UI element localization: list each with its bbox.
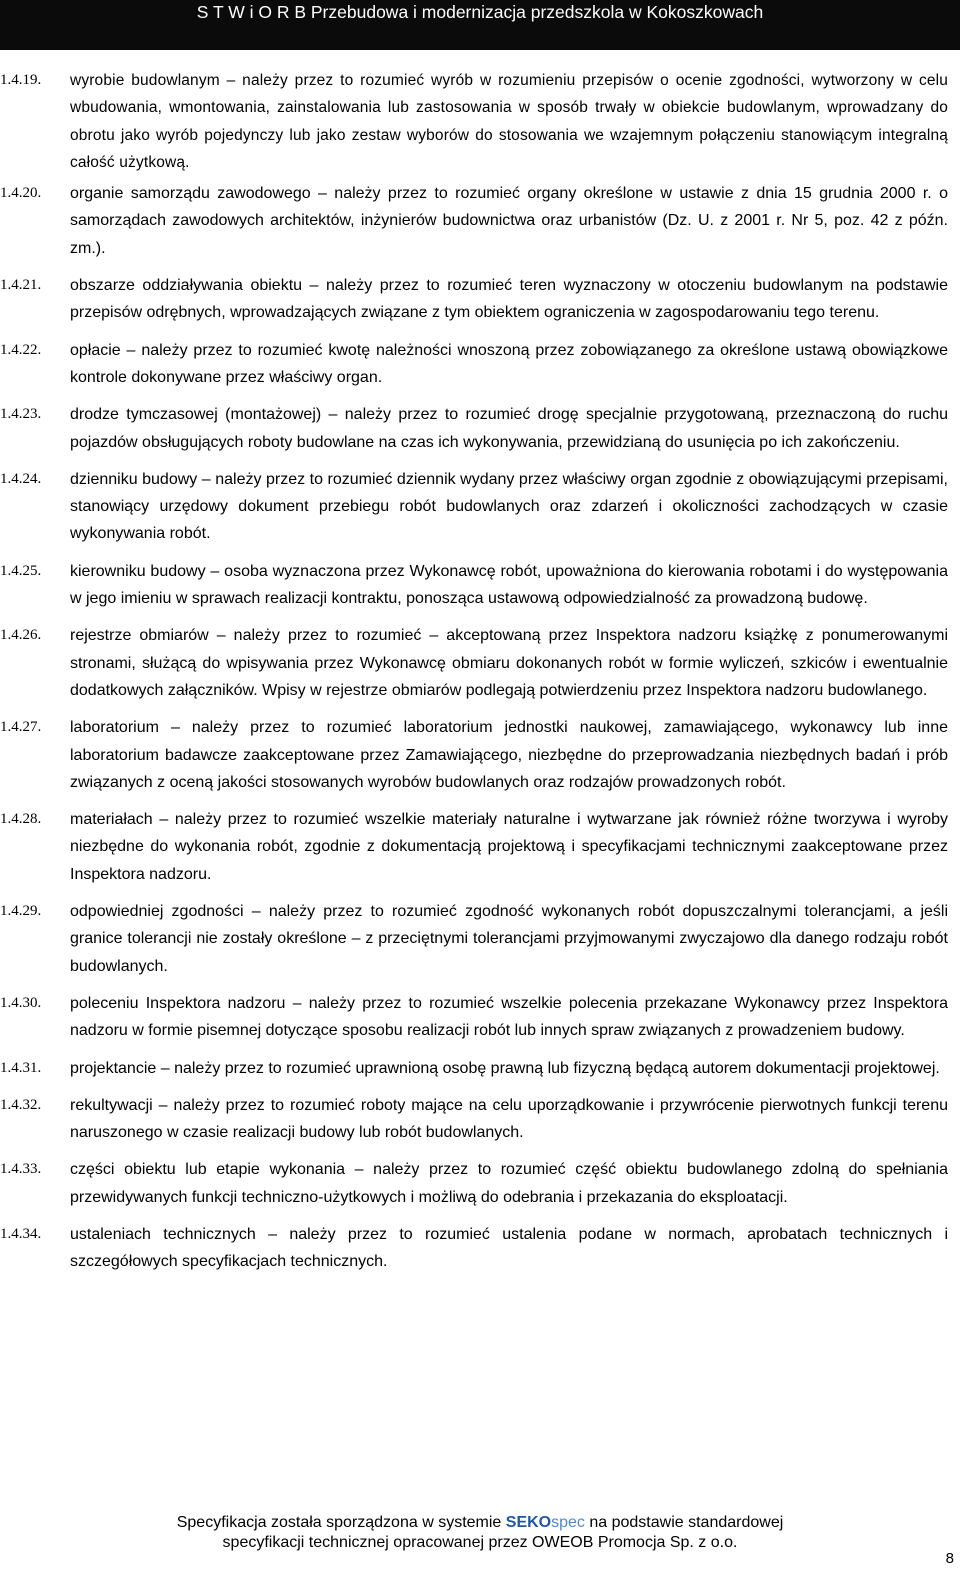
definition-text: kierowniku budowy – osoba wyznaczona przez Wykonawcę robót, upoważniona do kierowania robotami i do występowania w jego imieniu w sprawach realizacji kontraktu, ponosząca ustawową odpowiedzialność za prowadzoną budowę. xyxy=(70,562,948,608)
definition-item xyxy=(0,180,948,262)
definition-number: 1.4.25. xyxy=(0,562,42,579)
definition-text: rejestrze obmiarów – należy przez to rozumieć – akceptowaną przez Inspektora nadzoru książkę z ponumerowanymi stronami, służącą do wpisywania przez Wykonawcę obmiaru dokonanych robót w formie wyliczeń, szkiców i ewentualnie dodatkowych załączników. Wpisy w rejestrze obmiarów podlegają potwierdzeniu przez Inspektora nadzoru budowlanego. xyxy=(70,627,948,699)
definition-item xyxy=(0,1156,948,1211)
definition-number: 1.4.19. xyxy=(0,72,42,88)
definition-number: 1.4.20. xyxy=(0,185,42,202)
definition-item xyxy=(0,1092,948,1147)
brand-bold: SEKO xyxy=(505,1514,552,1531)
definitions-list xyxy=(0,67,948,1276)
definition-item xyxy=(0,67,948,176)
footer-line-2: specyfikacji technicznej opracowanej przez OWEOB Promocja Sp. z o.o. xyxy=(222,1534,738,1551)
definition-number: 1.4.34. xyxy=(0,1225,42,1242)
definition-number: 1.4.32. xyxy=(0,1096,42,1113)
definition-number: 1.4.22. xyxy=(0,341,42,358)
definition-item xyxy=(0,1055,948,1082)
definition-item xyxy=(0,714,948,796)
definition-item xyxy=(0,622,948,704)
definition-number: 1.4.31. xyxy=(0,1059,42,1076)
definition-number: 1.4.27. xyxy=(0,719,42,736)
definition-text: obszarze oddziaływania obiektu – należy przez to rozumieć teren wyznaczony w otoczeniu budowlanym na podstawie przepisów odrębnych, wprowadzających związane z tym obiektem ograniczenia w zagospodarowaniu tego terenu. xyxy=(70,277,948,322)
definition-number: 1.4.23. xyxy=(0,406,42,423)
definition-text: odpowiedniej zgodności – należy przez to rozumieć zgodność wykonanych robót dopuszczalnymi tolerancjami, a jeśli granice tolerancji nie zostały określone – z przeciętnymi tolerancjami przyjmowanymi zwyczajowo dla danego rodzaju robót budowlanych. xyxy=(70,903,948,975)
definition-text: opłacie – należy przez to rozumieć kwotę należności wnoszoną przez zobowiązanego za określone ustawą obowiązkowe kontrole dokonywane przez właściwy organ. xyxy=(70,341,948,386)
definition-item xyxy=(0,806,948,888)
brand-light: spec xyxy=(551,1514,585,1531)
definition-item xyxy=(0,272,948,327)
document-header xyxy=(0,0,960,50)
definition-text: wyrobie budowlanym – należy przez to rozumieć wyrób w rozumieniu przepisów o ocenie zgodności, wytworzony w celu wbudowania, wmontowania, zainstalowania lub zastosowania w sposób trwały w obiekcie budowlanym, wprowadzany do obrotu jako wyrób pojedynczy lub jako zestaw wyborów do stosowania we wzajemnym połączeniu stanowiącym integralną całość użytkową. xyxy=(70,72,948,171)
definition-text: rekultywacji – należy przez to rozumieć roboty mające na celu uporządkowanie i przywrócenie pierwotnych funkcji terenu naruszonego w czasie realizacji budowy lub robót budowlanych. xyxy=(70,1096,948,1142)
definition-text: poleceniu Inspektora nadzoru – należy przez to rozumieć wszelkie polecenia przekazane Wykonawcy przez Inspektora nadzoru w formie pisemnej dotyczące sposobu realizacji robót lub innych spraw związanych z prowadzeniem budowy. xyxy=(70,994,948,1040)
definition-item xyxy=(0,558,948,613)
definition-item xyxy=(0,898,948,980)
definition-item xyxy=(0,466,948,548)
footer-text-after: na podstawie standardowej xyxy=(589,1514,784,1531)
document-footer xyxy=(0,1513,960,1553)
sekospec-logo xyxy=(506,1514,585,1531)
definition-number: 1.4.24. xyxy=(0,470,42,487)
footer-text-before: Specyfikacja została sporządzona w systemie xyxy=(176,1514,502,1531)
definition-text: materiałach – należy przez to rozumieć wszelkie materiały naturalne i wytwarzane jak również różne tworzywa i wyroby niezbędne do wykonania robót, zgodnie z dokumentacją projektową i specyfikacjami technicznymi zaakceptowane przez Inspektora nadzoru. xyxy=(70,811,948,883)
definition-text: laboratorium – należy przez to rozumieć laboratorium jednostki naukowej, zamawiającego, wykonawcy lub inne laboratorium badawcze zaakceptowane przez Zamawiającego, niezbędne do przeprowadzania niezbędnych badań i prób związanych z oceną jakości stosowanych wyrobów budowlanych oraz rodzajów prowadzonych robót. xyxy=(70,719,948,791)
page-number: 8 xyxy=(945,1550,954,1567)
definition-number: 1.4.21. xyxy=(0,277,42,294)
definition-number: 1.4.29. xyxy=(0,903,42,920)
definition-text: organie samorządu zawodowego – należy przez to rozumieć organy określone w ustawie z dnia 15 grudnia 2000 r. o samorządach zawodowych architektów, inżynierów budownictwa oraz urbanistów (Dz. U. z 2001 r. Nr 5, poz. 42 z późn. zm.). xyxy=(70,185,948,257)
definition-text: ustaleniach technicznych – należy przez to rozumieć ustalenia podane w normach, aprobatach technicznych i szczegółowych specyfikacjach technicznych. xyxy=(70,1225,948,1271)
definition-number: 1.4.28. xyxy=(0,811,42,828)
header-title: S T W i O R B Przebudowa i modernizacja przedszkola w Kokoszkowach xyxy=(196,2,764,22)
definition-item xyxy=(0,1221,948,1276)
footer-line-1 xyxy=(0,1513,960,1533)
definition-item xyxy=(0,990,948,1045)
definition-number: 1.4.33. xyxy=(0,1161,42,1178)
definition-number: 1.4.30. xyxy=(0,994,42,1011)
definition-text: drodze tymczasowej (montażowej) – należy przez to rozumieć drogę specjalnie przygotowaną, przeznaczoną do ruchu pojazdów obsługujących roboty budowlane na czas ich wykonywania, przewidzianą do usunięcia po ich zakończeniu. xyxy=(70,406,948,451)
definition-text: części obiektu lub etapie wykonania – należy przez to rozumieć część obiektu budowlanego zdolną do spełniania przewidywanych funkcji techniczno-użytkowych i możliwą do odebrania i przekazania do eksploatacji. xyxy=(70,1161,948,1206)
definition-text: dzienniku budowy – należy przez to rozumieć dziennik wydany przez właściwy organ zgodnie z obowiązującymi przepisami, stanowiący urzędowy dokument przebiegu robót budowlanych oraz zdarzeń i okoliczności zachodzących w czasie wykonywania robót. xyxy=(70,470,948,543)
definition-text: projektancie – należy przez to rozumieć uprawnioną osobę prawną lub fizyczną będącą autorem dokumentacji projektowej. xyxy=(70,1059,940,1077)
definition-number: 1.4.26. xyxy=(0,627,42,644)
definition-item xyxy=(0,401,948,456)
definition-item xyxy=(0,337,948,392)
